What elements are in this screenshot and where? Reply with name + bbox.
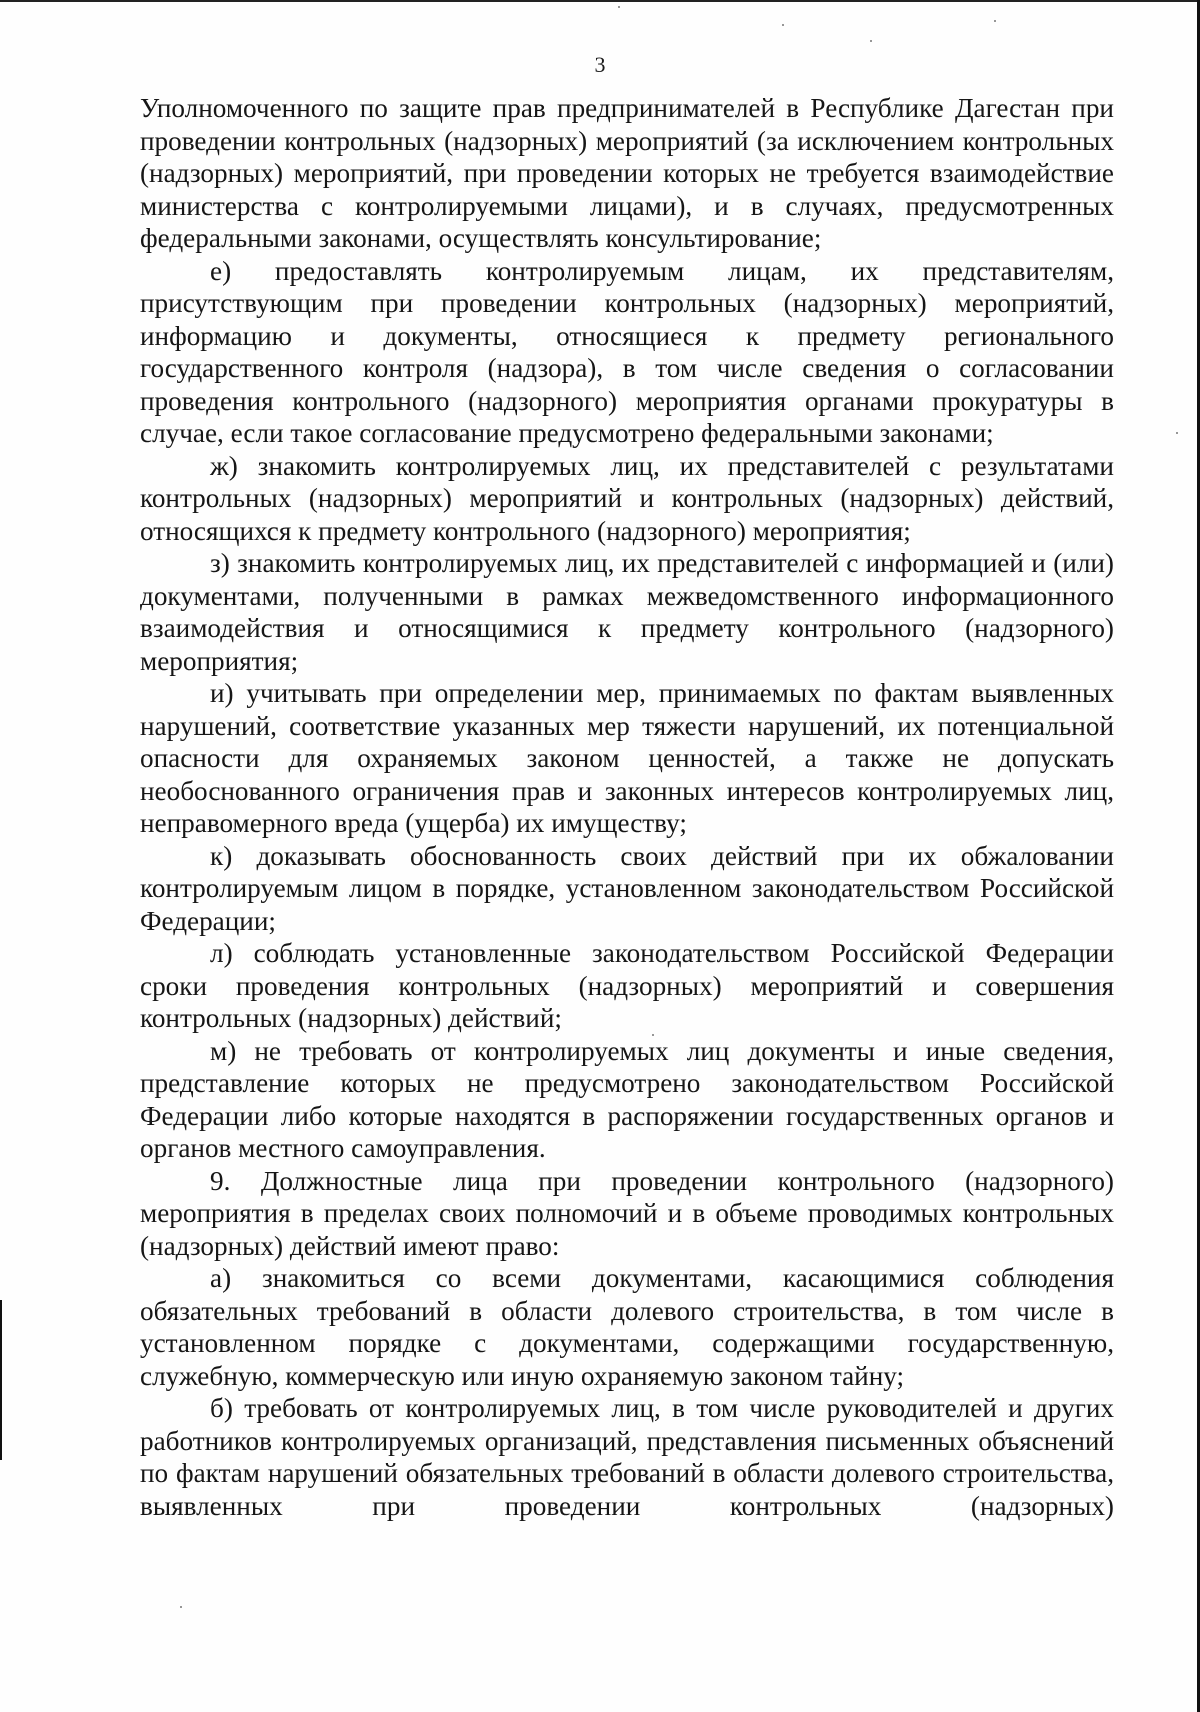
scan-speck bbox=[782, 24, 784, 26]
paragraph-section-9: 9. Должностные лица при проведении контрольного (надзорного) мероприятия в пределах своих полномочий и в объеме проводимых контрольных (надзорных) действий имеют право: bbox=[140, 1165, 1114, 1261]
scan-left-mark bbox=[0, 1300, 2, 1460]
paragraph-item-a: а) знакомиться со всеми документами, касающимися соблюдения обязательных требований в области долевого строительства, в том числе в установленном порядке с документами, содержащими государственную, служебную, коммерческую или иную охраняемую законом тайну; bbox=[140, 1263, 1114, 1391]
scan-speck bbox=[994, 20, 996, 22]
paragraph-continuation: Уполномоченного по защите прав предпринимателей в Республике Дагестан при проведении контрольных (надзорных) мероприятий (за исключением контрольных (надзорных) мероприятий, при проведении которых не требуется взаимодействие министерства с контролируемыми лицами), и в случаях, предусмотренных федеральными законами, осуществлять консультирование; bbox=[140, 93, 1114, 253]
paragraph-item-b: б) требовать от контролируемых лиц, в том числе руководителей и других работников контролируемых организаций, представления письменных объяснений по фактам нарушений обязательных требований в области долевого строительства, выявленных при проведении контрольных (надзорных) bbox=[140, 1393, 1114, 1521]
paragraph-item-z: з) знакомить контролируемых лиц, их представителей с информацией и (или) документами, полученными в рамках межведомственного информационного взаимодействия и относящимися к предмету контрольного (надзорного) мероприятия; bbox=[140, 548, 1114, 676]
paragraph-item-l: л) соблюдать установленные законодательством Российской Федерации сроки проведения контрольных (надзорных) мероприятий и совершения контрольных (надзорных) действий; bbox=[140, 938, 1114, 1033]
scan-speck bbox=[1176, 432, 1178, 434]
scan-top-border bbox=[0, 0, 1200, 2]
paragraph-item-e: е) предоставлять контролируемым лицам, их представителям, присутствующим при проведении контрольных (надзорных) мероприятий, информацию и документы, относящиеся к предмету регионального государственного контроля (надзора), в том числе сведения о согласовании проведения контрольного (надзорного) мероприятия органами прокуратуры в случае, если такое согласование предусмотрено федеральными законами; bbox=[140, 255, 1114, 448]
paragraph-item-m: м) не требовать от контролируемых лиц документы и иные сведения, представление которых не предусмотрено законодательством Российской Федерации либо которые находятся в распоряжении государственных органов и органов местного самоуправления. bbox=[140, 1035, 1114, 1163]
paragraph-item-zh: ж) знакомить контролируемых лиц, их представителей с результатами контрольных (надзорных) мероприятий и контрольных (надзорных) действий, относящихся к предмету контрольного (надзорного) мероприятия; bbox=[140, 450, 1114, 546]
scan-speck bbox=[870, 40, 872, 42]
paragraph-item-i: и) учитывать при определении мер, принимаемых по фактам выявленных нарушений, соответствие указанных мер тяжести нарушений, их потенциальной опасности для охраняемых законом ценностей, а также не допускать необоснованного ограничения прав и законных интересов контролируемых лиц, неправомерного вреда (ущерба) их имуществу; bbox=[140, 678, 1114, 838]
page-number: 3 bbox=[594, 52, 606, 77]
scan-speck bbox=[180, 1606, 182, 1608]
document-body bbox=[140, 92, 1114, 1522]
paragraph-item-k: к) доказывать обоснованность своих действий при их обжаловании контролируемым лицом в порядке, установленном законодательством Российской Федерации; bbox=[140, 840, 1114, 936]
scan-speck bbox=[618, 6, 620, 8]
